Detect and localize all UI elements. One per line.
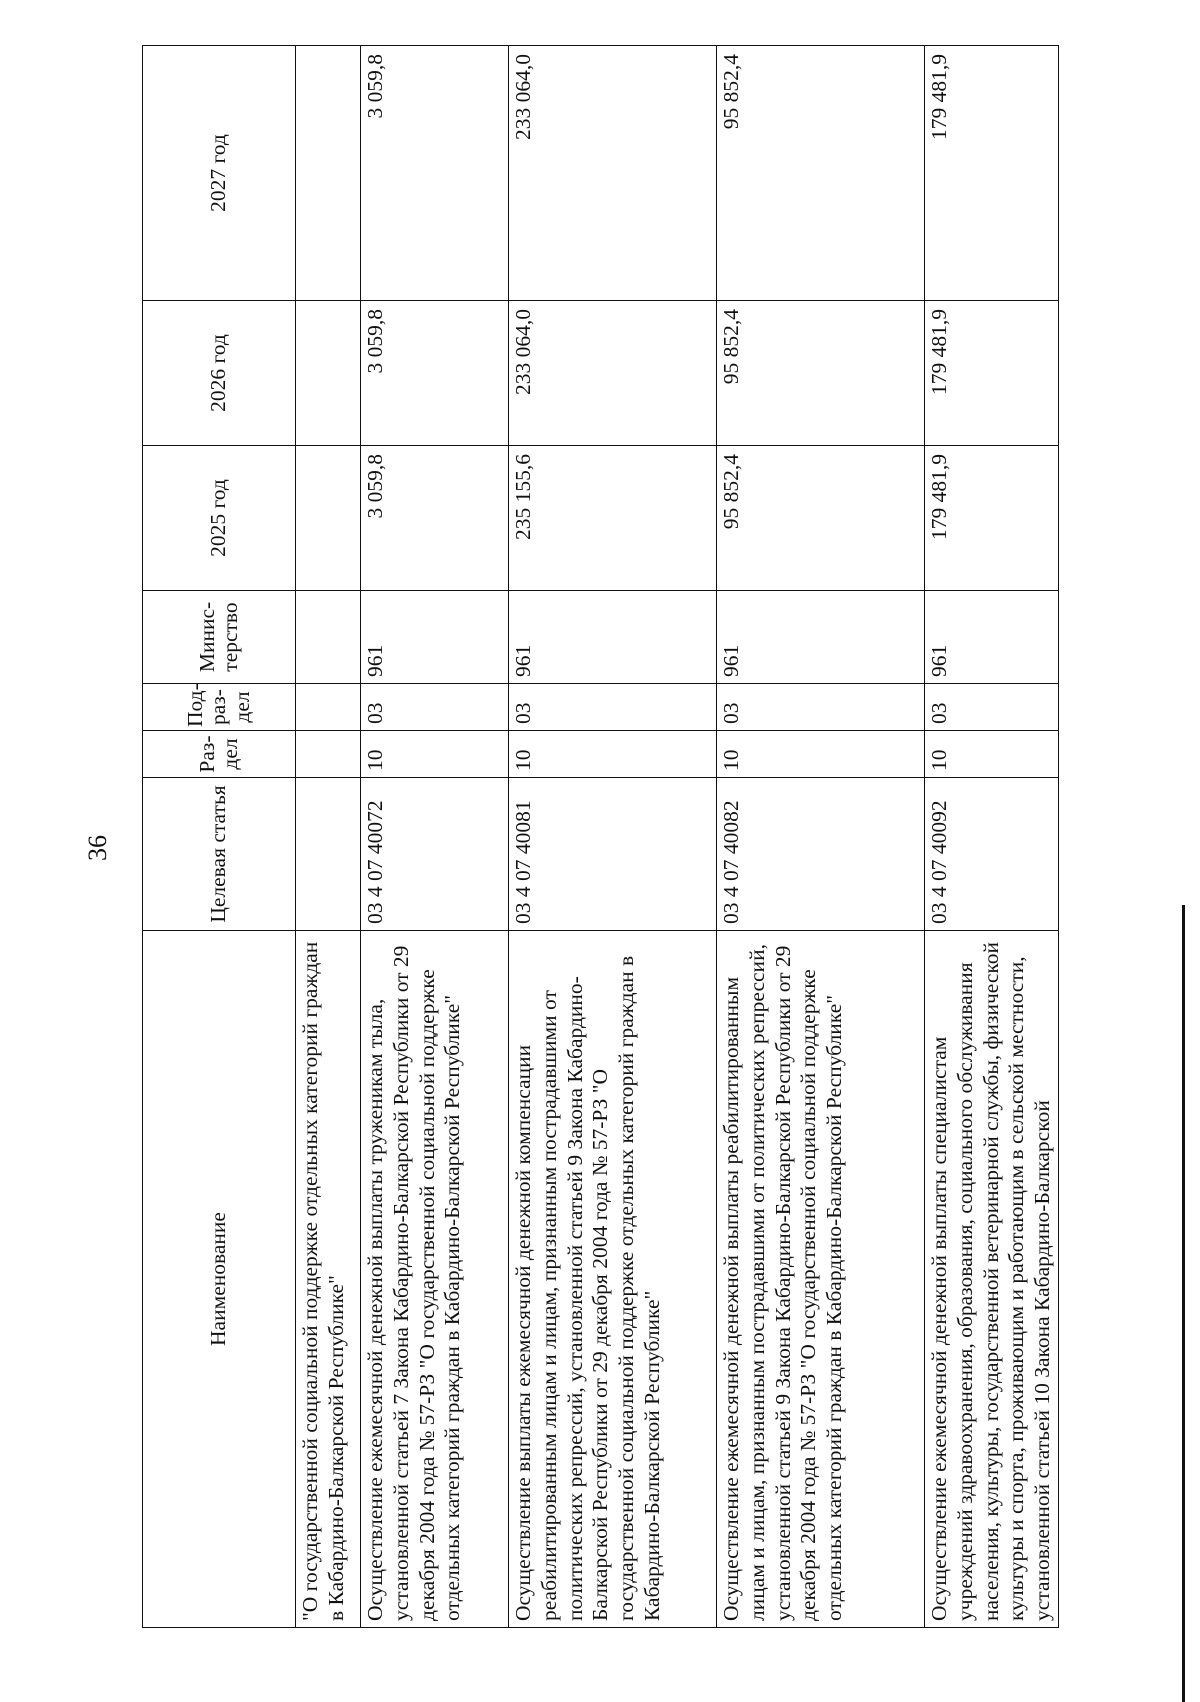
row-section: 10 [361, 731, 509, 778]
row-subsection: 03 [717, 684, 925, 731]
row-2025: 3 059,8 [361, 446, 509, 591]
header-subsection: Под- раз- дел [143, 684, 296, 731]
row-2026: 179 481,9 [925, 301, 1059, 446]
row-ministry [296, 591, 361, 684]
header-section: Раз- дел [143, 731, 296, 778]
row-target-article: 03 4 07 40092 [925, 778, 1059, 931]
table-header-row [143, 46, 296, 1628]
row-subsection: 03 [509, 684, 717, 731]
scan-edge-line [1182, 905, 1185, 1702]
header-2025: 2025 год [143, 446, 296, 591]
row-2026 [296, 301, 361, 446]
row-name: Осуществление ежемесячной денежной выплаты труженикам тыла, установленной статьей 7 Закона Кабардино-Балкарской Республики от 29 декабря 2004 года № 57-РЗ "О государственной социальной поддержке отдельных категорий граждан в Кабардино-Балкарской Республике" [361, 931, 509, 1628]
row-name: Осуществление выплаты ежемесячной денежной компенсации реабилитированным лицам и лицам, признанным пострадавшими от политических репрессий, установленной статьей 9 Закона Кабардино-Балкарской Республики от 29 декабря 2004 года № 57-РЗ "О государственной социальной поддержке отдельных категорий граждан в Кабардино-Балкарской Республике" [509, 931, 717, 1628]
row-2026: 95 852,4 [717, 301, 925, 446]
row-section: 10 [925, 731, 1059, 778]
row-2027: 3 059,8 [361, 46, 509, 301]
row-section [296, 731, 361, 778]
row-2025: 95 852,4 [717, 446, 925, 591]
row-2027 [296, 46, 361, 301]
row-ministry: 961 [361, 591, 509, 684]
row-target-article: 03 4 07 40082 [717, 778, 925, 931]
page-number: 36 [83, 835, 112, 861]
row-section: 10 [717, 731, 925, 778]
row-subsection [296, 684, 361, 731]
table-row [361, 46, 509, 1628]
row-2027: 95 852,4 [717, 46, 925, 301]
budget-table [142, 45, 1059, 1628]
row-subsection: 03 [361, 684, 509, 731]
table-row [296, 46, 361, 1628]
header-2027: 2027 год [143, 46, 296, 301]
row-2026: 3 059,8 [361, 301, 509, 446]
row-name: Осуществление ежемесячной денежной выплаты специалистам учреждений здравоохранения, образования, социального обслуживания населения, культуры, государственной ветеринарной службы, физической культуры и спорта, проживающим и работающим в сельской местности, установленной статьей 10 Закона Кабардино-Балкарской [925, 931, 1059, 1628]
row-target-article [296, 778, 361, 931]
header-2026: 2026 год [143, 301, 296, 446]
rotated-table-container [142, 46, 1055, 1628]
row-2025: 179 481,9 [925, 446, 1059, 591]
table-row [509, 46, 717, 1628]
row-ministry: 961 [925, 591, 1059, 684]
row-name: Осуществление ежемесячной денежной выплаты реабилитированным лицам и лицам, признанным пострадавшими от политических репрессий, установленной статьей 9 Закона Кабардино-Балкарской Республики от 29 декабря 2004 года № 57-РЗ "О государственной социальной поддержке отдельных категорий граждан в Кабардино-Балкарской Республике" [717, 931, 925, 1628]
table-row [717, 46, 925, 1628]
row-target-article: 03 4 07 40081 [509, 778, 717, 931]
table-row [925, 46, 1059, 1628]
row-2027: 233 064,0 [509, 46, 717, 301]
row-2025 [296, 446, 361, 591]
row-target-article: 03 4 07 40072 [361, 778, 509, 931]
row-2026: 233 064,0 [509, 301, 717, 446]
row-name: "О государственной социальной поддержке отдельных категорий граждан в Кабардино-Балкарской Республике" [296, 931, 361, 1628]
row-ministry: 961 [509, 591, 717, 684]
header-target-article: Целевая статья [143, 778, 296, 931]
header-name: Наименование [143, 931, 296, 1628]
row-subsection: 03 [925, 684, 1059, 731]
row-2027: 179 481,9 [925, 46, 1059, 301]
row-ministry: 961 [717, 591, 925, 684]
header-ministry: Минис- терство [143, 591, 296, 684]
row-section: 10 [509, 731, 717, 778]
row-2025: 235 155,6 [509, 446, 717, 591]
